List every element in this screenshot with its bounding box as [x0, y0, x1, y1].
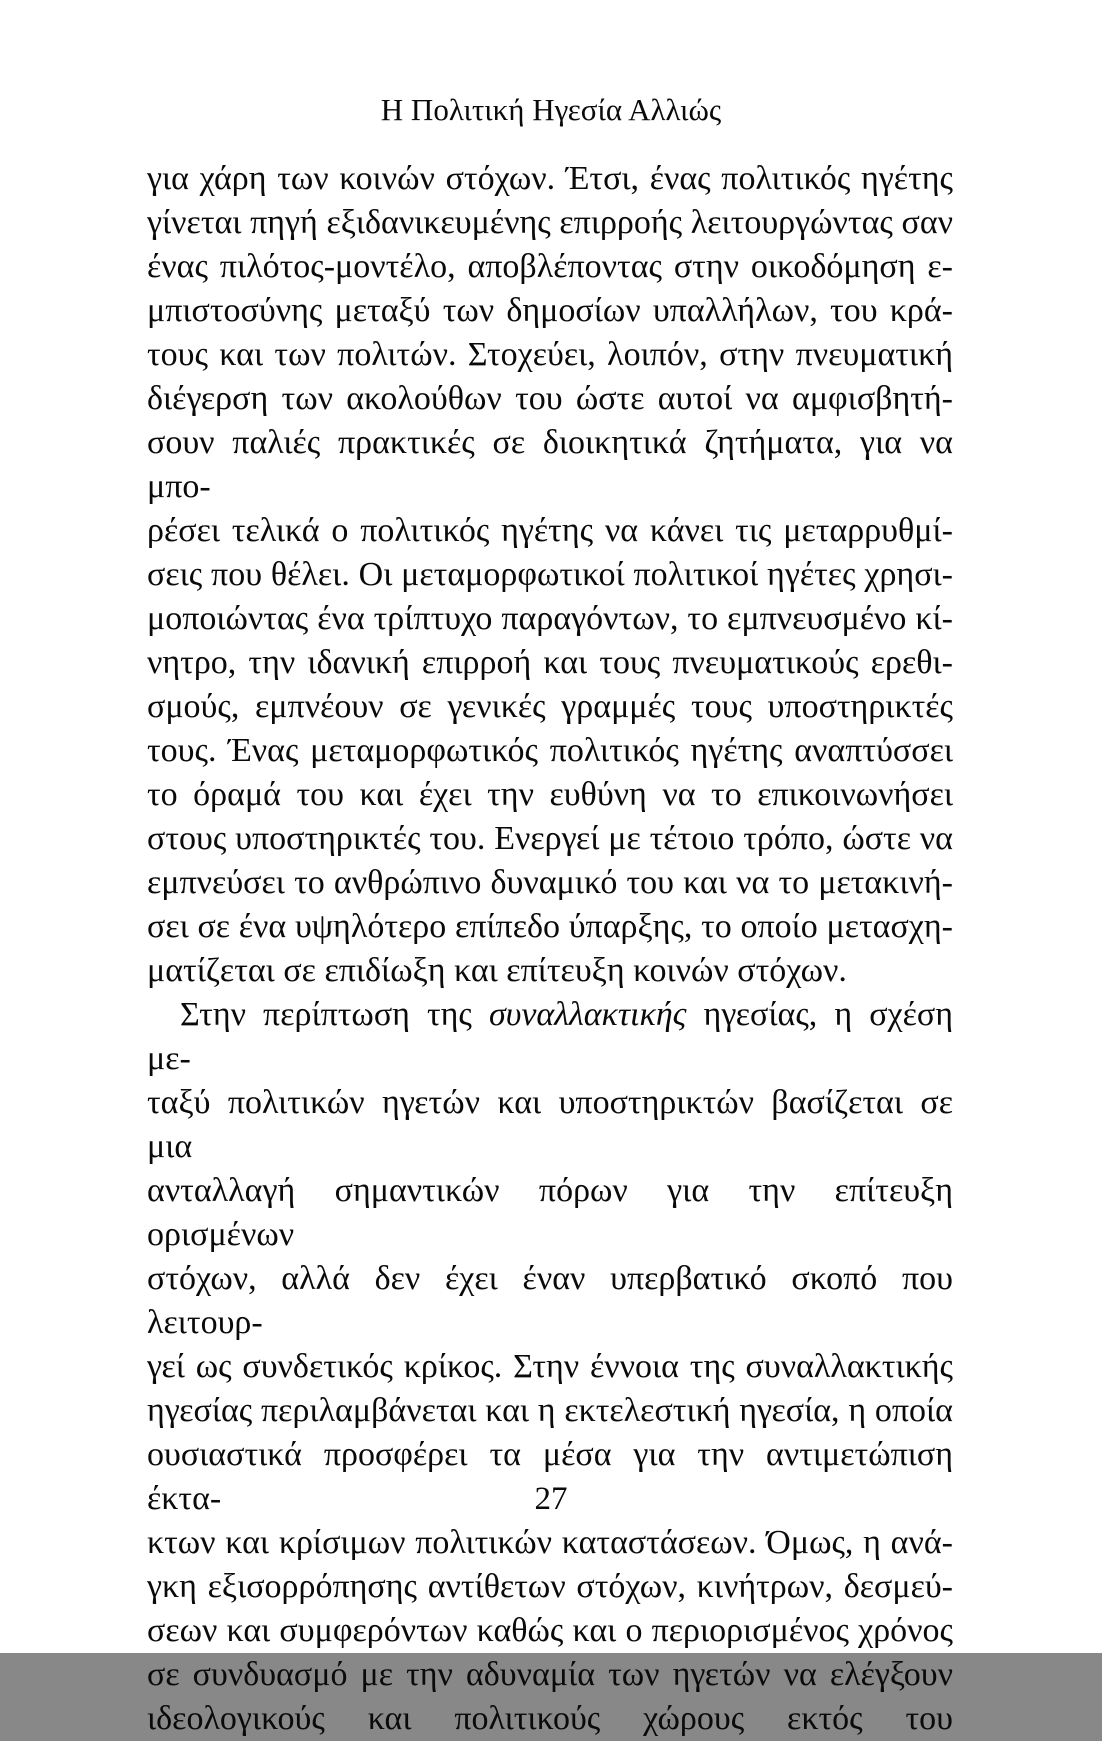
- text-line: [147, 1169, 953, 1257]
- text-segment: στόχων, αλλά δεν έχει έναν υπερβατικό σκοπό που λειτουρ-: [147, 1260, 953, 1341]
- text-line: [147, 1257, 953, 1345]
- text-segment: ανταλλαγή σημαντικών πόρων για την επίτευξη ορισμένων: [147, 1172, 953, 1253]
- text-segment: γίνεται πηγή εξιδανικευμένης επιρροής λειτουργώντας σαν: [147, 204, 953, 241]
- text-line: [147, 201, 953, 245]
- text-segment: κτων και κρίσιμων πολιτικών καταστάσεων. Όμως, η ανά-: [147, 1524, 953, 1561]
- text-segment: ουσιαστικά προσφέρει τα μέσα για την αντιμετώπιση έκτα-: [147, 1436, 953, 1517]
- text-line: [147, 685, 953, 729]
- text-segment: ματίζεται σε επιδίωξη και επίτευξη κοινών στόχων.: [147, 952, 847, 989]
- text-line: [147, 333, 953, 377]
- text-line: [147, 905, 953, 949]
- text-segment: γεί ως συνδετικός κρίκος. Στην έννοια της συναλλακτικής: [147, 1348, 953, 1385]
- text-segment: ρέσει τελικά ο πολιτικός ηγέτης να κάνει τις μεταρρυθμί-: [147, 512, 953, 549]
- text-line: [147, 289, 953, 333]
- text-line: [147, 1653, 953, 1697]
- text-segment: σουν παλιές πρακτικές σε διοικητικά ζητήματα, για να μπο-: [147, 424, 953, 505]
- text-line: [147, 157, 953, 201]
- text-line: [147, 377, 953, 421]
- text-segment: σε συνδυασμό με την αδυναμία των ηγετών να ελέγξουν: [147, 1656, 953, 1693]
- text-segment: σμούς, εμπνέουν σε γενικές γραμμές τους υποστηρικτές: [147, 688, 953, 725]
- text-line: [147, 1697, 953, 1741]
- text-segment: ταξύ πολιτικών ηγετών και υποστηρικτών βασίζεται σε μια: [147, 1084, 953, 1165]
- text-segment: διέγερση των ακολούθων του ώστε αυτοί να αμφισβητή-: [147, 380, 953, 417]
- text-line: [147, 421, 953, 509]
- text-segment: τους και των πολιτών. Στοχεύει, λοιπόν, στην πνευματική: [147, 336, 953, 373]
- text-segment: τους. Ένας μεταμορφωτικός πολιτικός ηγέτης αναπτύσσει: [147, 732, 953, 769]
- text-segment: ηγεσίας, η σχέση με-: [147, 996, 953, 1077]
- text-segment: για χάρη των κοινών στόχων. Έτσι, ένας πολιτικός ηγέτης: [147, 160, 953, 197]
- text-line: [147, 597, 953, 641]
- text-line: [147, 1609, 953, 1653]
- text-line: [147, 1389, 953, 1433]
- text-segment: στους υποστηρικτές του. Ενεργεί με τέτοιο τρόπο, ώστε να: [147, 820, 953, 857]
- italic-term: συναλλακτικής: [488, 996, 687, 1033]
- text-line: [147, 817, 953, 861]
- text-line: [147, 1565, 953, 1609]
- text-line: [147, 245, 953, 289]
- text-segment: μοποιώντας ένα τρίπτυχο παραγόντων, το εμπνευσμένο κί-: [147, 600, 953, 637]
- text-segment: νητρο, την ιδανική επιρροή και τους πνευματικούς ερεθι-: [147, 644, 953, 681]
- text-line: [147, 993, 953, 1081]
- text-segment: εμπνεύσει το ανθρώπινο δυναμικό του και να το μετακινή-: [147, 864, 953, 901]
- text-segment: σεων και συμφερόντων καθώς και ο περιορισμένος χρόνος: [147, 1612, 953, 1649]
- text-segment: το όραμά του και έχει την ευθύνη να το επικοινωνήσει: [147, 776, 953, 813]
- text-segment: ηγεσίας περιλαμβάνεται και η εκτελεστική ηγεσία, η οποία: [147, 1392, 953, 1429]
- text-line: [147, 1521, 953, 1565]
- text-line: [147, 509, 953, 553]
- text-segment: γκη εξισορρόπησης αντίθετων στόχων, κινήτρων, δεσμεύ-: [147, 1568, 953, 1605]
- text-segment: ιδεολογικούς και πολιτικούς χώρους εκτός του: [147, 1700, 953, 1737]
- text-line: [147, 641, 953, 685]
- text-segment: σει σε ένα υψηλότερο επίπεδο ύπαρξης, το οποίο μετασχη-: [147, 908, 953, 945]
- text-segment: Στην περίπτωση της: [180, 996, 489, 1033]
- text-line: [147, 949, 953, 993]
- text-line: [147, 1345, 953, 1389]
- text-line: [147, 773, 953, 817]
- text-line: [147, 729, 953, 773]
- text-segment: ένας πιλότος-μοντέλο, αποβλέποντας στην οικοδόμηση ε-: [147, 248, 953, 285]
- text-line: [147, 1081, 953, 1169]
- text-segment: σεις που θέλει. Οι μεταμορφωτικοί πολιτικοί ηγέτες χρησι-: [147, 556, 953, 593]
- text-line: [147, 553, 953, 597]
- running-head-title: Η Πολιτική Ηγεσία Αλλιώς: [380, 92, 722, 127]
- page-number: 27: [534, 1481, 568, 1517]
- text-line: [147, 861, 953, 905]
- text-segment: μπιστοσύνης μεταξύ των δημοσίων υπαλλήλων, του κρά-: [147, 292, 953, 329]
